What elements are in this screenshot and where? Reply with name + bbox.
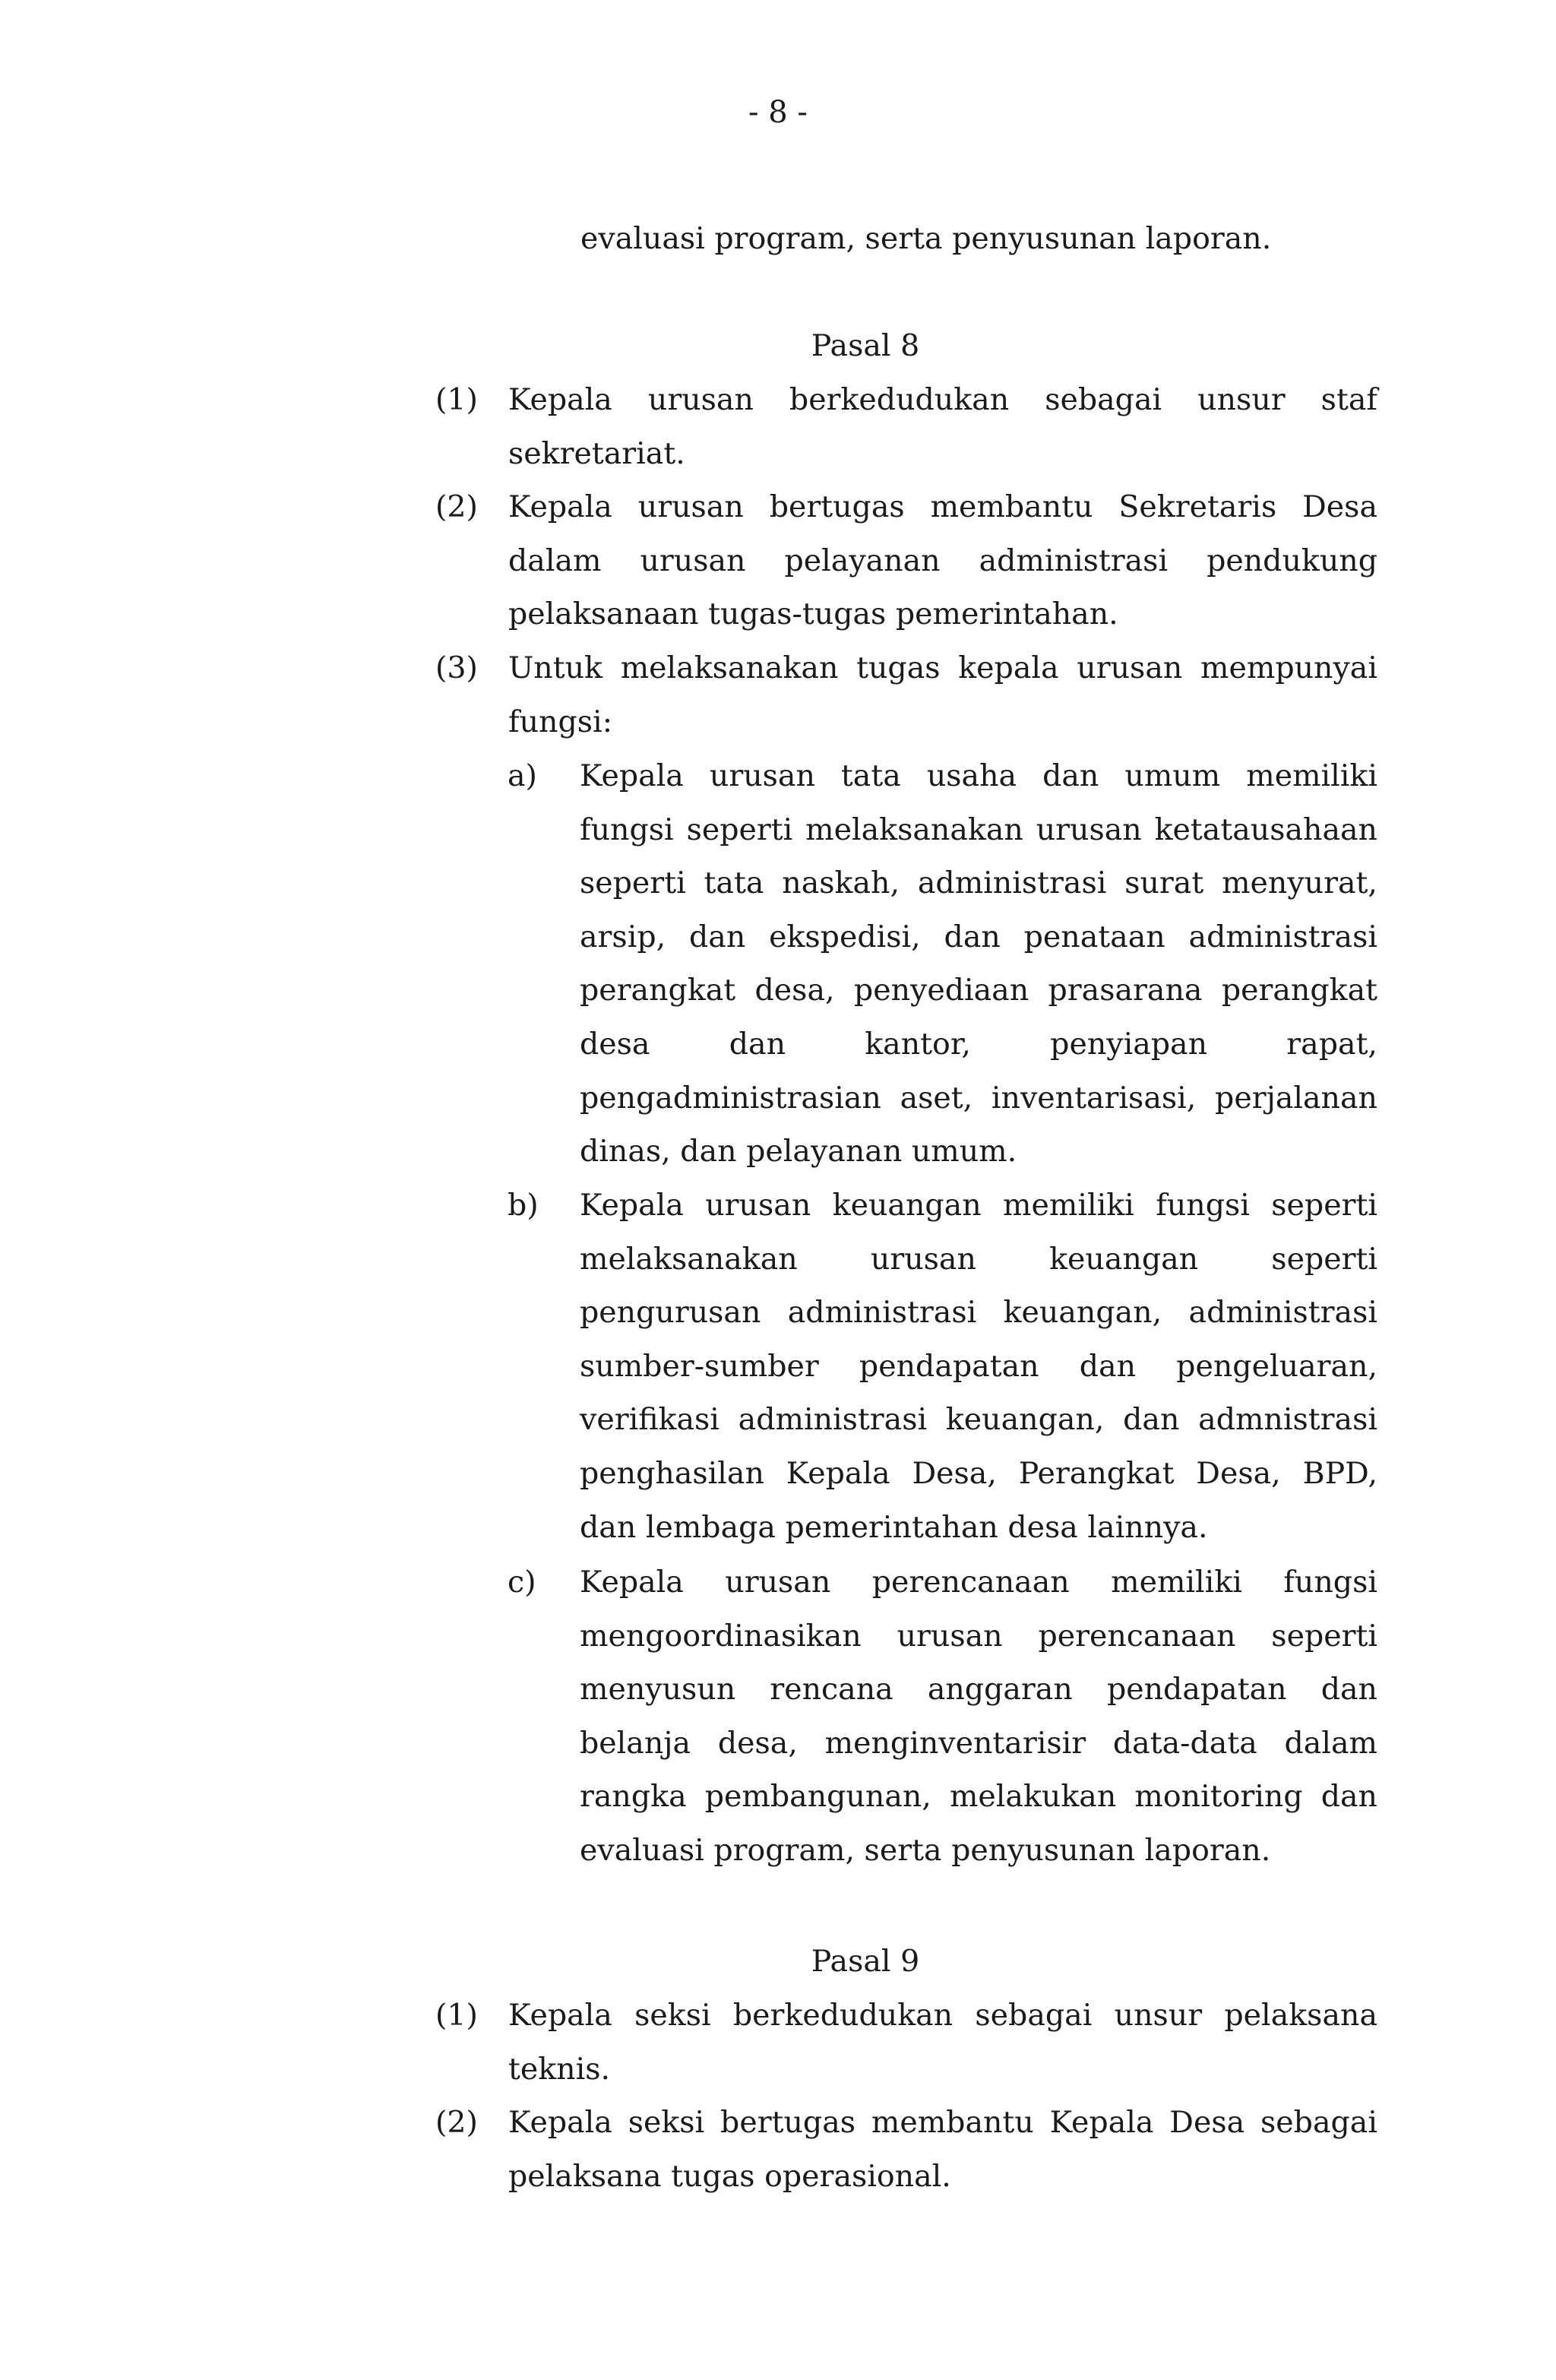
item-number: (1): [435, 382, 478, 417]
item-text: Kepala urusan bertugas membantu Sekretaris Desa dalam urusan pelayanan administrasi pendukung pelaksanaan tugas-tugas pemerintahan.: [508, 489, 1377, 632]
subitem-letter: c): [508, 1565, 536, 1600]
item-text: Untuk melaksanakan tugas kepala urusan mempunyai fungsi:: [508, 650, 1377, 739]
subitem-letter: a): [508, 758, 537, 793]
item-number: (2): [435, 2105, 478, 2140]
subitem-letter: b): [508, 1188, 539, 1223]
subitem-text: Kepala urusan tata usaha dan umum memiliki fungsi seperti melaksanakan urusan ketatausahaan seperti tata naskah, administrasi surat menyurat, arsip, dan ekspedisi, dan penataan administrasi perangkat desa, penyediaan prasarana perangkat desa dan kantor, penyiapan rapat, pengadministrasian aset, inventarisasi, perjalanan dinas, dan pelayanan umum.: [580, 758, 1377, 1169]
pasal-8-heading: Pasal 8: [811, 328, 920, 363]
item-text: Kepala seksi bertugas membantu Kepala Desa sebagai pelaksana tugas operasional.: [508, 2105, 1377, 2194]
item-text: Kepala seksi berkedudukan sebagai unsur pelaksana teknis.: [508, 1998, 1377, 2087]
item-number: (3): [435, 650, 478, 685]
item-text: Kepala urusan berkedudukan sebagai unsur staf sekretariat.: [508, 382, 1377, 471]
subitem-text: Kepala urusan keuangan memiliki fungsi seperti melaksanakan urusan keuangan seperti pengurusan administrasi keuangan, administrasi sumber-sumber pendapatan dan pengeluaran, verifikasi administrasi keuangan, dan admnistrasi penghasilan Kepala Desa, Perangkat Desa, BPD, dan lembaga pemerintahan desa lainnya.: [580, 1188, 1377, 1545]
item-number: (1): [435, 1998, 478, 2033]
continuation-text: evaluasi program, serta penyusunan laporan.: [580, 221, 1272, 256]
page-number: - 8 -: [748, 95, 808, 130]
pasal-9-heading: Pasal 9: [811, 1944, 920, 1979]
subitem-text: Kepala urusan perencanaan memiliki fungsi mengoordinasikan urusan perencanaan seperti menyusun rencana anggaran pendapatan dan belanja desa, menginventarisir data-data dalam rangka pembangunan, melakukan monitoring dan evaluasi program, serta penyusunan laporan.: [580, 1565, 1377, 1868]
item-number: (2): [435, 489, 478, 524]
